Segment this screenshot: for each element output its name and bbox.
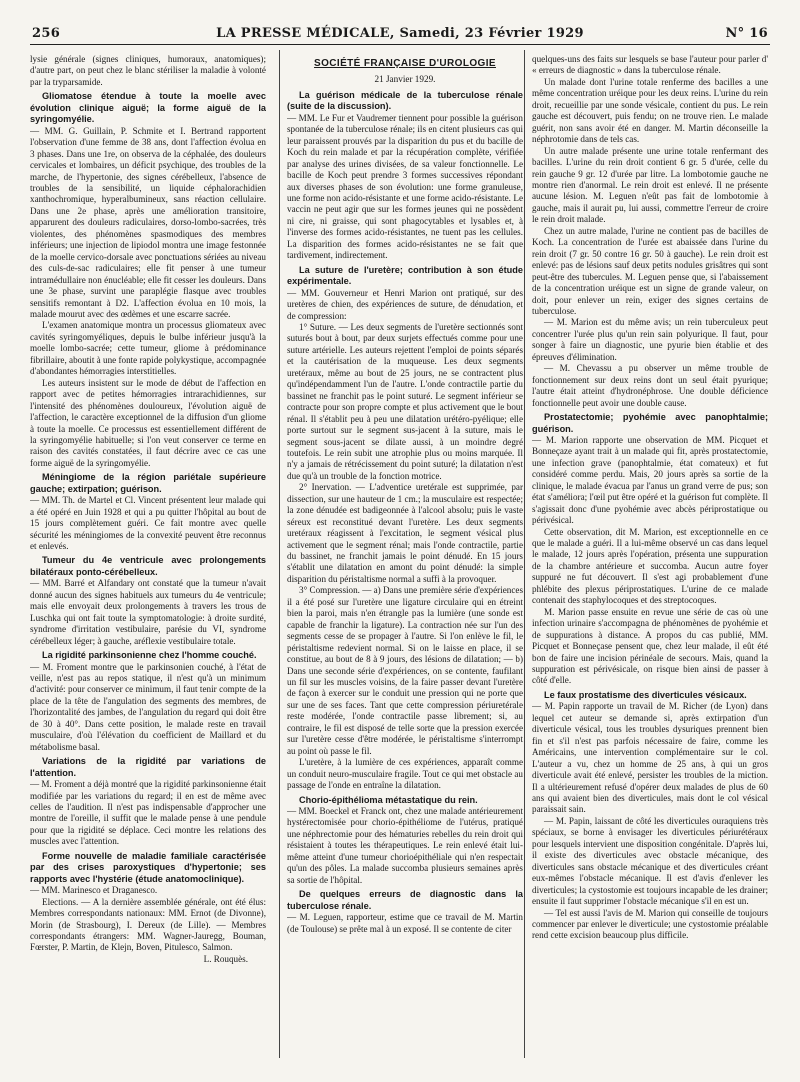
paragraph: — M. Marion rapporte une observation de MM. Picquet et Bonneçaze ayant trait à un malade qui fit, après prostatectomie, une infection grave (panophtalmie, état comateux) et fut considéré comme perdu. Mais, 20 jours après sa sortie de la clinique, le malade évacua par l'anus un grand verre de pus; son état s'améliora; l'œil put être opéré et la guérison fut complète. Il s'agissait donc d'une pyohémie avec abcès périprostatique ou périvésical. [532, 434, 768, 526]
article-heading: Chorio-épithélioma métastatique du rein. [299, 794, 478, 805]
column-divider [279, 50, 280, 1058]
paragraph: quelques-uns des faits sur lesquels se base l'auteur pour parler d' « erreurs de diagnostic » dans la tuberculose rénale. [532, 54, 768, 76]
paragraph: — M. Froment a déjà montré que la rigidité parkinsonienne était modifiée par les variations du regard; il en est de même avec celles de l'audition. Il n'est pas indispensable d'approcher une montre de l'oreille, il suffit que le malade pense à une pendule pour que la rigidité se déplace. Ceci montre les relations des muscles avec l'attention. [30, 779, 266, 847]
paragraph: — MM. Le Fur et Vaudremer tiennent pour possible la guérison spontanée de la tuberculose rénale; ils en citent plusieurs cas qui leur paraissent prouvés par la disparition du pus et du bacille de Koch du rein malade et par la récupération complète, vérifiée par analyse des urines divisées, de sa valeur fonctionnelle. Le bacille de Koch peut prendre 3 formes successives répondant aux diverses phases de son évolution: une forme granuleuse, une forme non acido-résistante et une forme acido-résistante. Le vaccin ne peut agir que sur les formes jeunes qui ne possèdent ni cire, ni graisse, qui sont phagocytables et lysables et, à l'inverse des formes acido-résistantes, ne tuent pas les cellules. La disparition des formes acido-résistantes ne se fait que tardivement, indirectement. [287, 112, 523, 261]
paragraph: — M. Papin rapporte un travail de M. Richer (de Lyon) dans lequel cet auteur se demande si, après extirpation d'un diverticule vésical, tous les troubles dysuriques prennent bien fin et s'il n'est pas parfois nécessaire de faire, comme les Américains, une intervention complémentaire sur le col. L'auteur a vu, chez un homme de 25 ans, à qui un gros diverticule avait été enlevé, persister les troubles de la miction. Il a ultérieurement refusé d'opérer deux malades de plus de 60 ans qui avaient bien des diverticules, mais dont le col vésical paraissait sain. [532, 701, 768, 815]
paragraph: — MM. Marinesco et Draganesco. [30, 885, 158, 896]
article-heading: La suture de l'uretère; contribution à son étude expérimentale. [287, 264, 523, 287]
article-heading: Méningiome de la région pariétale supérieure gauche; extirpation; guérison. [30, 472, 266, 494]
article-heading: De quelques erreurs de diagnostic dans la tuberculose rénale. [287, 889, 523, 911]
article-heading: Gliomatose étendue à toute la moelle avec évolution clinique aiguë; la forme aiguë de la syringomyélie. [30, 91, 266, 125]
paragraph: — M. Papin, laissant de côté les diverticules ouraquiens très spéciaux, se borne à envisager les diverticules périurétéraux pour lesquels intervient une disposition congénitale. D'après lui, il existe des diverticules avec obstacle mécanique, des diverticules sans obstacle mécanique et des diverticules créant eux-mêmes l'obstacle mécanique. Il est d'avis d'enlever les diverticules; la cystostomie est toujours incapable de les drainer; ensuite il faut supprimer l'obstacle mécanique s'il en est un. [532, 815, 768, 907]
paragraph: Chez un autre malade, l'urine ne contient pas de bacilles de Koch. La concentration de l'urée est abaissée dans l'urine du rein droit (7 gr. 50 contre 16 gr. 50 à gauche). Le rein droit est enlevé: pas de lésions sauf deux petits nodules grisâtres qui sont peut-être des tubercules. M. Leguen pense que, si l'abaissement de la concentration uréique est un signe de grande valeur, on doit, pour enlever un rein, exiger des signes certains de tuberculose. [532, 225, 768, 316]
article-heading: Prostatectomie; pyohémie avec panophtalmie; guérison. [532, 412, 768, 434]
paragraph: — MM. Boeckel et Franck ont, chez une malade antérieurement hystérectomisée pour chorio-épithéliome de l'utérus, pratiqué une néphrectomie pour des hématuries rebelles du rein droit qui résistaient à toutes les thérapeutiques. Le rein enlevé était lui-même atteint d'une tumeur chorioépithéliale qui n'en respectait qu'un des pôles. La malade succomba plusieurs semaines après sa sortie de l'hôpital. [287, 806, 523, 885]
article-heading: Le faux prostatisme des diverticules vésicaux. [544, 689, 747, 700]
column-2 [287, 54, 523, 1058]
paragraph: 2° Inervation. — L'adventice uretérale est supprimée, par dissection, sur une hauteur de 1 cm.; la musculaire est respectée; la zone dénudée est badigeonnée à l'alcool absolu; puis le vaste séreux est reconstitué devant l'uretère. Les deux segments uretéraux réagissent à l'excitation, le segment vésical plus activement que le segment rénal; mais l'onde contractile, partie du bassinet, ne franchit jamais le point dénudé. En 15 jours s'établit une dilatation en amont du point dénudé: la simple disparition du péristaltisme normal a suffi à la provoquer. [287, 482, 523, 584]
paragraph: Un autre malade présente une urine totale renfermant des bacilles. L'urine du rein droit contient 6 gr. 5 d'urée, celle du rein gauche 9 gr. 12 d'urée par litre. La lombotomie gauche ne montre rien d'anormal. Le rein droit est enlevé. Il ne présente aucune lésion. M. Leguen n'eût pas fait de lombotomie à gauche, mais il aurait pu, lui aussi, commettre l'erreur de croire le rein droit malade. [532, 145, 768, 225]
paragraph: L'uretère, à la lumière de ces expériences, apparaît comme un conduit neuro-musculaire fragile. Tout ce qui met obstacle au passage de l'onde en entraîne la dilatation. [287, 757, 523, 791]
paragraph: L'examen anatomique montra un processus gliomateux avec cavités syringomyéliques, depuis le bulbe inférieur jusqu'à la moelle lombo-sacrée; cette tumeur, gliome à prédominance fibrillaire, aboutit à une fonte rapide polykystique, accompagnée d'abondantes hémorragies interstitielles. [30, 320, 266, 377]
paragraph: — MM. G. Guillain, P. Schmite et I. Bertrand rapportent l'observation d'une femme de 38 ans, dont l'affection évolua en 3 phases. Dans une 1re, on observa de la céphalée, des douleurs cervicales et lombaires, un déficit psychique, des troubles de la marche, de l'hypertonie, des signes cérébelleux, l'absence de troubles de la sensibilité, un liquide céphalorachidien xanthochromique, hyperalbumineux, sans réaction cellulaire. Dans une 2e phase, après une amélioration transitoire, apparurent des douleurs radiculaires, dorso-lombo-sacrées, très violentes, des phénomènes spasmodiques des membres inférieurs; une injection de lipiodol montra une image festonnée de la moelle cervico-dorsale avec ponctuations sériées au niveau des culs-de-sac radiculaires; elle fit penser à une tumeur intramédullaire non énucléable; elle fit cesser les douleurs. Dans une 3e phase, survint une paraplégie flasque avec troubles sensitifs remontant à D2. L'affection évolua en 10 mois, la malade mourut avec des œdèmes et une escarre sacrée. [30, 125, 266, 319]
paragraph: Cette observation, dit M. Marion, est exceptionnelle en ce que le malade a guéri. Il a lui-même observé un cas dans lequel le malade, 12 jours après l'opération, présenta une suppuration de la chambre antérieure et succomba. Aucun autre foyer suppuré ne fut découvert. Il s'est agi probablement d'une phlébite des plexus périprostatiques. L'urine de ce malade contenait des staphylocoques et des streptocoques. [532, 526, 768, 606]
section-title: SOCIÉTÉ FRANÇAISE D'UROLOGIE [314, 58, 496, 69]
paragraph: — M. Froment montre que le parkinsonien couché, à l'état de veille, n'est pas au repos statique, il n'est qu'à un minimum d'activité: pour conserver ce minimum, il faut tenir compte de la place de la tête de l'angulation des segments des membres, de l'horizontalité des jambes, de l'angulation du regard qui doit être de 30 à 40°. Dans cette position, le malade reste en travail musculaire, d'où l'élévation du coefficient de Maillard et du métabolisme basal. [30, 661, 266, 752]
header-rule [30, 44, 770, 45]
journal-title: LA PRESSE MÉDICALE, Samedi, 23 Février 1929 [216, 26, 584, 41]
column-divider [524, 50, 525, 1058]
column-1 [30, 54, 266, 1058]
paragraph: — M. Marion est du même avis; un rein tuberculeux peut concentrer l'urée plus qu'un rein sain polyurique. Il faut, pour songer à faire un diagnostic, une pyurie bien établie et des épreuves d'élimination. [532, 317, 768, 362]
page-number: 256 [32, 26, 61, 41]
paragraph: — M. Chevassu a pu observer un même trouble de fonctionnement sur deux reins dont un seul était pyurique; l'autre était atteint d'hydronéphrose. Une double déficience fonctionnelle peut avoir une double cause. [532, 363, 768, 408]
paragraph: M. Marion passe ensuite en revue une série de cas où une infection urinaire s'accompagna de phénomènes de pyohémie et de suppurations à distance. A propos du cas publié, MM. Picquet et Bonneçase pensent que, chez leur malade, il eût été bon de faire une incision périnéale de secours. Mais, quand la suppuration est périvésicale, on risque bien ainsi de passer à côté d'elle. [532, 606, 768, 686]
page-header [30, 26, 770, 42]
paragraph: Les auteurs insistent sur le mode de début de l'affection en rapport avec de petites hémorragies intrarachidiennes, sur l'intensité des phénomènes douloureux, l'évolution aiguë de l'affection, le caractère exceptionnel de la diffusion d'un gliome à toute la moelle. Ce processus est essentiellement différent de la syringomyélie habituelle; si l'on veut conserver ce terme en raison des cavités constatées, il faut décrire avec ce cas une forme aiguë de la syringomyélie. [30, 377, 266, 468]
paragraph: — M. Leguen, rapporteur, estime que ce travail de M. Martin (de Toulouse) se prête mal à un exposé. Il se contente de citer [287, 912, 523, 934]
article-heading: La guérison médicale de la tuberculose rénale (suite de la discussion). [287, 89, 523, 112]
paragraph: — MM. Gouverneur et Henri Marion ont pratiqué, sur des uretères de chien, des expériences de suture, de dénudation, et de compression: [287, 287, 523, 321]
paragraph: — MM. Th. de Martel et Cl. Vincent présentent leur malade qui a été opéré en Juin 1928 et qui a pu quitter l'hôpital au bout de 15 jours complètement guéri. Ce fait montre avec quelle sécurité les méningiomes de la convexité peuvent être reconnus et enlevés. [30, 495, 266, 552]
paragraph: lysie générale (signes cliniques, humoraux, anatomiques); d'autre part, on peut chez le blanc stériliser la maladie à volonté par la tryparsamide. [30, 54, 266, 87]
column-3 [532, 54, 768, 1058]
article-heading: Tumeur du 4e ventricule avec prolongements bilatéraux ponto-cérébelleux. [30, 555, 266, 577]
article-heading: La rigidité parkinsonienne chez l'homme couché. [42, 650, 257, 661]
article-heading: Forme nouvelle de maladie familiale caractérisée par des crises paroxystiques d'hypertonie; ses rapports avec l'hystérie (étude anatomoclinique). [30, 850, 266, 884]
elections-paragraph: Elections. — A la dernière assemblée générale, ont été élus: Membres correspondants nationaux: MM. Ernot (de Divonne), Morin (de Strasbourg), I. Dereux (de Lille). — Membres correspondants étrangers: MM. Wagner-Jauregg, Bouman, Fœrster, P. Martin, de Klejn, Boven, Pitulesco, Salmon. [30, 896, 266, 953]
paragraph: 3° Compression. — a) Dans une première série d'expériences il a été posé sur l'uretère une ligature circulaire qui en étreint bien la paroi, mais n'en étrangle pas la lumière (une sonde est capable de franchir la ligature). La contraction née sur l'un des segments cesse de se propager à l'autre. Si l'on enlève le fil, le péristaltisme redevient normal. Si on le laisse en place, il se constitue, au bout de 8 à 9 jours, des lésions de dilatation; — b) Dans une seconde série d'expériences, on se contente, faufilant un fil sur les muscles voisins, de la faire passer devant l'uretère de façon à exercer sur le conduit une pression qui ne porte que sur une de ses faces. Tant que cette compression périuretérale reste modérée, l'onde contractile passe librement; si, au contraire, le fil est disposé de telle sorte que la pression exercée sur l'uretère cesse d'être modérée, le péristaltisme s'interrompt au point où passe le fil. [287, 585, 523, 756]
session-date: 21 Janvier 1929. [374, 74, 436, 85]
paragraph: Un malade dont l'urine totale renferme des bacilles a une même concentration uréique pour les deux reins. L'urine du rein droit, recueillie par une sonde vésicale, contient du pus. Le rein gauche est découvert, puis fendu; on ne trouve rien. Le malade guérit, non sans avoir été en danger. M. Martin déconseille la néphrotomie dans de tels cas. [532, 76, 768, 145]
article-heading: Variations de la rigidité par variations de l'attention. [30, 756, 266, 778]
issue-number: N° 16 [725, 26, 768, 41]
paragraph: — MM. Barré et Alfandary ont constaté que la tumeur n'avait donné aucun des signes habituels aux tumeurs du 4e ventricule; mais elle envoyait deux prolongements à travers les trous de Luschka qui ont fait toute la symptomatologie: à droite surdité, syndrome d'irritation vestibulaire, parésie du VI, syndrome cérébelleux léger; à gauche, aréflexie vestibulaire totale. [30, 578, 266, 646]
paragraph: — Tel est aussi l'avis de M. Marion qui conseille de toujours commencer par enlever le diverticule; une cystostomie préalable rend cette excision beaucoup plus difficile. [532, 907, 768, 941]
paragraph: 1° Suture. — Les deux segments de l'uretère sectionnés sont suturés bout à bout, par deux surjets effectués comme pour une suture artérielle. Les auteurs rejettent l'emploi de points séparés et la cautérisation de la muqueuse. Les deux segments uretéraux, même au bout de 25 jours, ne se contractent plus qu'indépendamment l'un de l'autre. L'onde contractile partie du bassinet ne franchit pas le point suturé. Le segment inférieur se contracte pour son propre compte et plus activement que le bout rénal. Il s'établit peu à peu une dilatation urétéro-pyélique; elle porte surtout sur le segment sus-jacent à la suture, mais le segment sous-jacent se dilate aussi, à un moindre degré toutefois. Le rein subit une atrophie plus ou moins marquée. Il n'y a jamais de rétrécissement du point suturé; la dilatation n'est due qu'à un trouble de la fonction motrice. [287, 321, 523, 481]
author-signature: L. Rouquès. [203, 953, 248, 964]
